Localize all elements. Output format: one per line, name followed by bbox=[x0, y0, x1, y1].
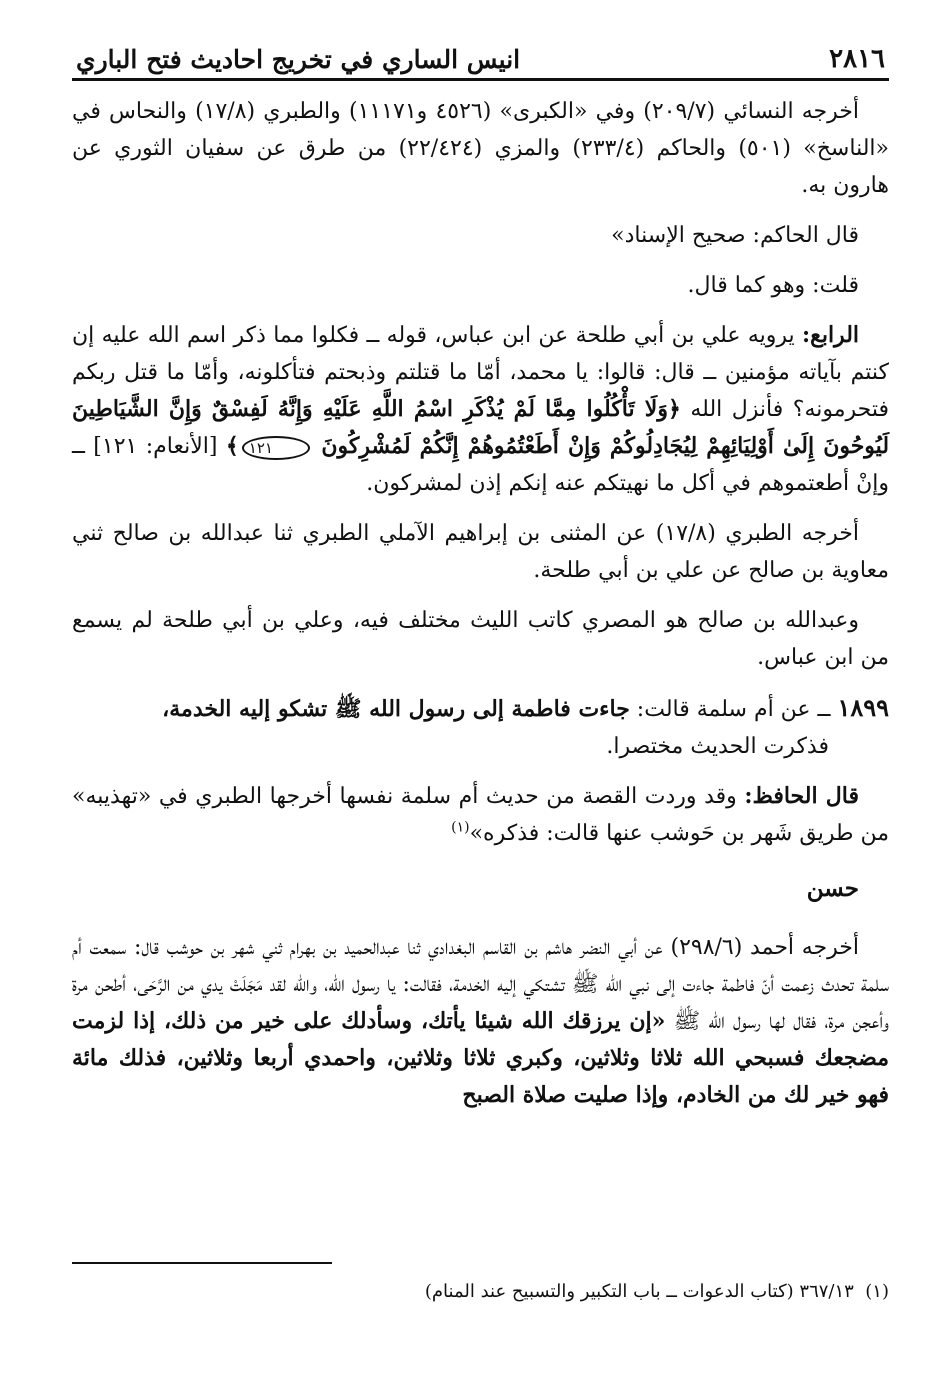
hadith-matn: جاءت فاطمة إلى رسول الله ﷺ تشكو إليه الخدمة، bbox=[162, 696, 630, 722]
hadith-grade: حسن bbox=[806, 875, 859, 902]
ahmad-text: أخرجه أحمد (٢٩٨/٦) عن أبي النضر هاشم بن القاسم البغدادي ثنا عبدالحميد بن بهرام ثني شهر بن حوشب قال: سمعت أم سلمة تحدث زعمت أنّ فاطمة جاءت إلى نبي الله ﷺ تشتكي إليه الخدمة، فقالت: يا رسول الله، والله لقد مَجَلَتْ يدي من الرَّحَى، أطحن مرة وأعجن مرة، فقال لها رسول الله ﷺ bbox=[72, 935, 889, 1034]
hadith-1899 bbox=[72, 689, 889, 765]
hadith-number: ١٨٩٩ bbox=[837, 693, 889, 722]
hakim-verdict: قال الحاكم: صحيح الإسناد» bbox=[611, 223, 859, 248]
page-number: ٢٨١٦ bbox=[829, 44, 885, 74]
ayah-number-marker: ١٢١ bbox=[242, 436, 310, 460]
author-comment: قلت: وهو كما قال. bbox=[687, 273, 859, 298]
fourth-label: الرابع: bbox=[801, 322, 860, 348]
page-body bbox=[72, 93, 889, 1114]
footnotes-section bbox=[72, 1262, 889, 1306]
takhrij-paragraph-ahmad bbox=[72, 929, 889, 1114]
footnote-divider bbox=[72, 1262, 332, 1264]
footnote-text: ٣٦٧/١٣ (كتاب الدعوات ــ باب التكبير والتسبيح عند المنام) bbox=[424, 1281, 854, 1302]
fourth-narration-paragraph bbox=[72, 317, 889, 502]
hadith-tail: فذكرت الحديث مختصرا. bbox=[606, 734, 829, 759]
hadith-intro: ــ عن أم سلمة قالت: bbox=[629, 697, 838, 722]
book-title: انيس الساري في تخريج احاديث فتح الباري bbox=[76, 45, 521, 74]
footnote-1 bbox=[72, 1278, 889, 1306]
hafiz-text: وقد وردت القصة من حديث أم سلمة نفسها أخرجها الطبري في «تهذيبه» من طريق شَهر بن حَوشب عنها قالت: فذكره» bbox=[72, 784, 889, 846]
footnote-reference: (١) bbox=[451, 819, 470, 836]
hafiz-comment-paragraph bbox=[72, 778, 889, 852]
takhrij-paragraph-tabari: أخرجه الطبري (١٧/٨) عن المثنى بن إبراهيم الآملي الطبري ثنا عبدالله بن صالح ثني معاوية بن صالح عن علي بن أبي طلحة. bbox=[72, 521, 889, 583]
prophetic-saying: «إن يرزقك الله شيئا يأتك، وسأدلك على خير من ذلك، إذا لزمت مضجعك فسبحي الله ثلاثا وثلاثين، وكبري ثلاثا وثلاثين، واحمدي أربعا وثلاثين، فذلك مائة فهو خير لك من الخادم، وإذا صليت صلاة الصبح bbox=[72, 1008, 889, 1108]
fourth-text-b: [الأنعام: ١٢١] ــ وإنْ أطعتموهم في أكل ما نهيتكم عنه إنكم إذن لمشركون. bbox=[72, 434, 889, 496]
footnote-marker: (١) bbox=[865, 1281, 889, 1302]
hafiz-label: قال الحافظ: bbox=[744, 783, 859, 809]
quran-close-bracket: ﴾ bbox=[225, 433, 239, 459]
quran-verse: ﴿وَلَا تَأْكُلُوا مِمَّا لَمْ يُذْكَرِ اسْمُ اللَّهِ عَلَيْهِ وَإِنَّهُ لَفِسْقٌ وَإِنَّ الشَّيَاطِينَ لَيُوحُونَ إِلَىٰ أَوْلِيَائِهِمْ لِيُجَادِلُوكُمْ وَإِنْ أَطَعْتُمُوهُمْ إِنَّكُمْ لَمُشْرِكُونَ bbox=[72, 396, 890, 459]
narrator-critique-paragraph: وعبدالله بن صالح هو المصري كاتب الليث مختلف فيه، وعلي بن أبي طلحة لم يسمع من ابن عباس. bbox=[72, 608, 889, 670]
running-header bbox=[72, 38, 889, 81]
takhrij-paragraph-nasai: أخرجه النسائي (٢٠٩/٧) وفي «الكبرى» (٤٥٢٦ و١١١٧١) والطبري (١٧/٨) والنحاس في «الناسخ» (٥٠١) والحاكم (٢٣٣/٤) والمزي (٢٢/٤٢٤) من طرق عن سفيان الثوري عن هارون به. bbox=[72, 99, 889, 198]
fourth-text-a: يرويه علي بن أبي طلحة عن ابن عباس، قوله ــ فكلوا مما ذكر اسم الله عليه إن كنتم بآياته مؤمنين ــ قال: قالوا: يا محمد، أمّا ما قتلتم وذبحتم فتأكلونه، وأمّا ما قتل ربكم فتحرمونه؟ فأنزل الله bbox=[72, 323, 890, 422]
